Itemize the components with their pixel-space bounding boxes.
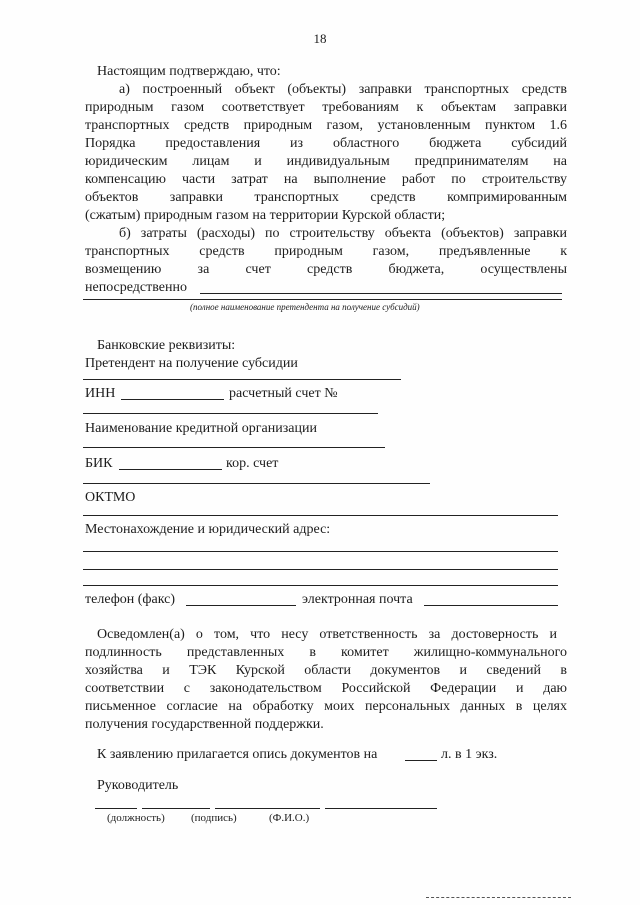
credit-org-label: Наименование кредитной организации <box>85 421 317 436</box>
item-b-line: непосредственно <box>85 280 187 295</box>
account-field[interactable] <box>83 413 378 414</box>
consent-line: подлинность представленных в комитет жилищно-коммунального <box>85 645 567 660</box>
item-a-line: природным газом соответствует требованиям к объектам заправки <box>85 100 567 115</box>
corr-account-label: кор. счет <box>226 456 279 471</box>
consent-line: соответствии с законодательством Российской Федерации и даю <box>85 681 567 696</box>
applicant-label: Претендент на получение субсидии <box>85 356 298 371</box>
attachment-text-end: л. в 1 экз. <box>441 747 498 762</box>
attachment-text: К заявлению прилагается опись документов на <box>97 747 378 762</box>
email-field[interactable] <box>424 605 558 606</box>
head-label: Руководитель <box>97 778 179 793</box>
credit-org-field[interactable] <box>83 447 385 448</box>
consent-line: письменное согласие на обработку моих персональных данных в целях <box>85 699 567 714</box>
item-a-line: компенсацию части затрат на выполнение работ по строительству <box>85 172 567 187</box>
address-label: Местонахождение и юридический адрес: <box>85 522 331 537</box>
applicant-name-field-2[interactable] <box>83 299 562 300</box>
name-field[interactable] <box>325 808 437 809</box>
applicant-name-field[interactable] <box>200 293 562 294</box>
address-field-1[interactable] <box>83 551 558 552</box>
consent-line: хозяйства и ТЭК Курской области документов и сведений в <box>85 663 567 678</box>
bik-label: БИК <box>85 456 113 471</box>
signature-caption: (подпись) <box>191 812 237 824</box>
position-caption: (должность) <box>107 812 165 824</box>
attachment-pages-field[interactable] <box>405 760 437 761</box>
inn-label: ИНН <box>85 386 116 401</box>
corr-account-field[interactable] <box>83 483 430 484</box>
item-a-line: Порядка предоставления из областного бюджета субсидий <box>85 136 567 151</box>
consent-line: получения государственной поддержки. <box>85 717 324 732</box>
consent-line: Осведомлен(а) о том, что несу ответственность за достоверность и <box>97 627 557 642</box>
item-a-line: (сжатым) природным газом на территории Курской области; <box>85 208 446 223</box>
position-field-2[interactable] <box>142 808 210 809</box>
item-a-line: а) построенный объект (объекты) заправки транспортных средств <box>119 82 567 97</box>
item-b-line: транспортных средств природным газом, предъявленные к <box>85 244 567 259</box>
page-number: 18 <box>313 31 327 46</box>
phone-field[interactable] <box>186 605 296 606</box>
phone-label: телефон (факс) <box>85 592 176 607</box>
oktmo-field[interactable] <box>83 515 558 516</box>
name-caption: (Ф.И.О.) <box>269 812 310 824</box>
email-label: электронная почта <box>302 592 413 607</box>
bik-field[interactable] <box>119 469 222 470</box>
item-a-line: объектов заправки транспортных средств компримированным <box>85 190 567 205</box>
account-label: расчетный счет № <box>229 386 338 401</box>
bank-details-title: Банковские реквизиты: <box>97 338 236 353</box>
applicant-field[interactable] <box>83 379 401 380</box>
oktmo-label: ОКТМО <box>85 490 136 505</box>
address-field-2[interactable] <box>83 569 558 570</box>
item-a-line: юридическим лицам и индивидуальным предпринимателям на <box>85 154 567 169</box>
inn-field[interactable] <box>121 399 224 400</box>
footer-rule <box>426 897 571 898</box>
applicant-caption: (полное наименование претендента на получение субсидий) <box>190 302 420 312</box>
intro-text: Настоящим подтверждаю, что: <box>97 64 281 79</box>
address-field-3[interactable] <box>83 585 558 586</box>
item-b-line: б) затраты (расходы) по строительству объекта (объектов) заправки <box>119 226 567 241</box>
signature-field[interactable] <box>215 808 320 809</box>
item-b-line: возмещению за счет средств бюджета, осуществлены <box>85 262 567 277</box>
item-a-line: транспортных средств природным газом, установленным пунктом 1.6 <box>85 118 567 133</box>
position-field[interactable] <box>95 808 137 809</box>
